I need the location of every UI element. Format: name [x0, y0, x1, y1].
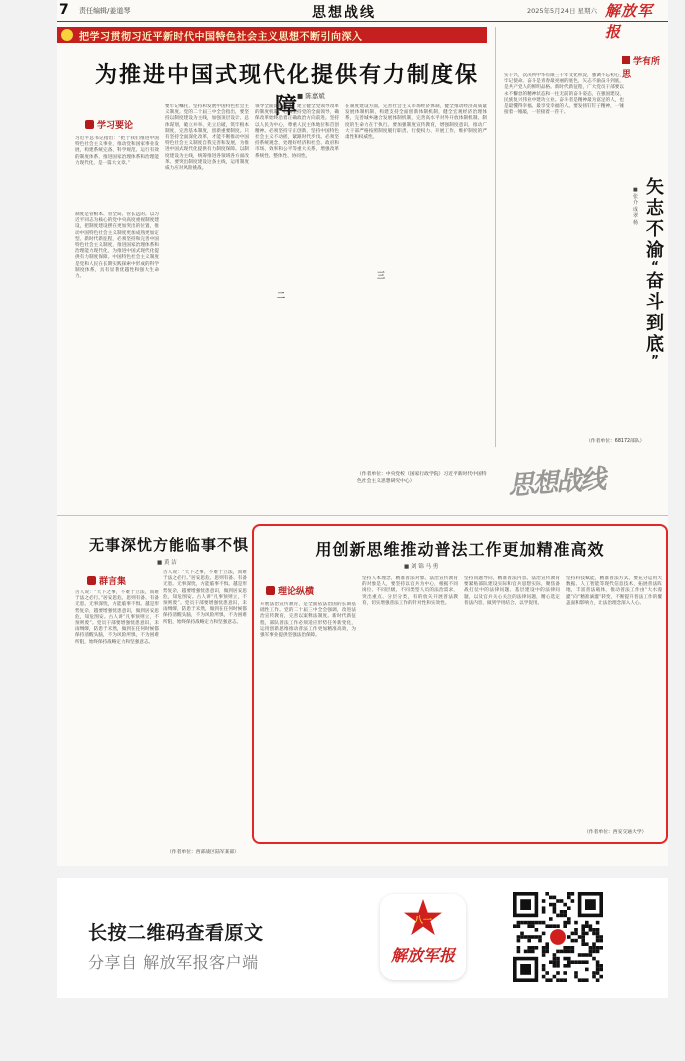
issue-date: 2025年5月24日 星期六 — [527, 7, 598, 15]
highlighted-author-note: （作者单位：西安交通大学） — [584, 830, 647, 835]
share-source: 分享自 解放军报客户端 — [88, 953, 259, 972]
qr-code-icon — [513, 892, 603, 982]
section-divider — [57, 515, 668, 516]
party-emblem-icon — [61, 29, 73, 41]
lead-column-3: 领导全面深化改革，建立健全党领导改革的制度机制。必须坚持党的全面领导，确保改革始终沿着正确政治方向前进。坚持以人民为中心，尊重人民主体地位和首创精神。必须坚持守正创新，坚持中国特色社会主义不动摇，紧跟时代步伐。必须坚持系统观念，处理好经济和社会、政府和市场、效率和公平等重大关系，增强改革系统性、整体性、协同性。 — [255, 104, 339, 159]
app-logo-text: 解放军报 — [390, 946, 455, 965]
column-marker-icon — [266, 586, 275, 595]
left-article-column-1: 古人说：“天下之事，不难于立法，而难于法之必行。”居安思危、思则有备、有备无患。无事深忧，方能临事不惧。越是形势复杂，越要增强忧患意识，做到居安思危，知危图安。古人讲“凡事预则立，不预则废”。党员干部要增强忧患意识，未雨绸缪，防患于未然，做到在任何时候都保持清醒头脑，不为风险所惧，不为困难所阻，始终保持战略定力和坚强意志。 — [75, 590, 159, 645]
series-banner-text: 把学习贯彻习近平新时代中国特色社会主义思想不断引向深入 — [79, 32, 363, 43]
calligraphy-title: 思想战线 — [507, 464, 606, 502]
highlighted-column-3: 坚持问题导向，精准普法内容。法治宣传教育要紧贴部队建设实际和官兵思想实际，聚焦备战打仗中的法律问题、基层建设中的法律问题，以及官兵关心关注的法律问题，精心选定普法内容，做到学用结合、以学促用。 — [464, 576, 560, 606]
left-article-author-note: （作者单位：西部战区陆军某部） — [167, 850, 239, 855]
lead-column-2: 要牢记嘱托，坚持和发展中国特色社会主义制度。党的二十届三中全会指出，要坚持以制度建设为主线，加强顶层设计、总体谋划，破立并举、先立后破，筑牢根本制度，完善基本制度，创新重要制度。只有坚持全面深化改革，才能不断推动中国特色社会主义制度自我完善和发展，为推进中国式现代化提供有力制度保障。以制度建设为主线，统筹推进各领域各方面改革。要突出制度建设这条主线，运用制度威力应对风险挑战。 — [165, 104, 249, 172]
lead-column-1: 制度是管根本、管全局、管长远的。以习近平同志为核心的党中央高度重视制度建设，把制度建设摆在更加突出的位置，推动中国特色社会主义制度更加成熟更加定型。新时代新征程，必须坚持和完善中国特色社会主义制度，推进国家治理体系和治理能力现代化，为推进中国式现代化提供有力制度保障。中国特色社会主义制度是党和人民在长期实践探索中形成的科学制度体系，具有显著优越性和强大生命力。 — [75, 212, 159, 280]
highlighted-article-headline: 用创新思维推动普法工作更加精准高效 — [315, 540, 605, 559]
sidebar-column — [495, 27, 668, 447]
sidebar-body: 实干兴，次决所中华有限三千年文化积淀，强调不忘初心，牢记使命。奋斗是青春最亮丽的底色，矢志不渝奋斗到底，是共产党人的鲜明品格。新时代新征程，广大党员干部要以永不懈怠的精神状态和一往无前的奋斗姿态，在强国建设、民族复兴伟业中建功立业。奋斗者是精神最为富足的人，也是最懂得幸福、最享受幸福的人。要发扬钉钉子精神，一锤接着一锤敲，一茬接着一茬干。 — [504, 73, 624, 116]
masthead-logo: 解放军报 — [605, 2, 654, 41]
lead-byline: ■ 陈嘉斌 — [297, 92, 325, 100]
sidebar-headline: 矢 志 不 渝 “ 奋 斗 到 底 ” — [646, 177, 664, 367]
lead-column-label: 学习要论 — [85, 118, 133, 131]
column-marker-icon — [85, 120, 94, 129]
left-article-column-2: 古人说：“天下之事，不难于立法，而难于法之必行。”居安思危、思则有备、有备无患。无事深忧，方能临事不惧。越是形势复杂，越要增强忧患意识，做到居安思危，知危图安。古人讲“凡事预则立，不预则废”。党员干部要增强忧患意识，未雨绸缪，防患于未然，做到在任何时候都保持清醒头脑，不为风险所惧，不为困难所阻，始终保持战略定力和坚强意志。 — [163, 570, 247, 625]
highlighted-article[interactable] — [252, 524, 668, 844]
sidebar-author-note: （作者单位：68172部队） — [586, 439, 645, 444]
left-article-headline: 无事深忧方能临事不惧 — [89, 536, 250, 554]
editor-credit: 责任编辑/姜道琴 — [79, 7, 131, 15]
highlighted-column-2: 坚持人本理念，精准普法对象。法治宣传教育的对象是人，要坚持以官兵为中心，根据不同岗位、不同层级、不同类型人员的法治需求，突出重点、分层分类，有的放矢开展普法教育，切实增强普法工作的针对性和实效性。 — [362, 576, 458, 606]
column-marker-icon — [87, 576, 96, 585]
share-footer — [57, 878, 668, 998]
red-star-icon — [403, 898, 443, 938]
lead-column-4: 在制度建设方面，完善社会主义市场经济体制，健全推动经济高质量发展体制机制，构建支持全面创新体制机制，健全宏观经济治理体系，完善城乡融合发展体制机制，完善高水平对外开放体制机制。制度的生命力在于执行。要加强制度宣传教育，增强制度意识，推动广大干部严格按照制度履行职责、行使权力、开展工作，维护制度的严肃性和权威性。 — [345, 104, 487, 141]
lead-author-note: （作者单位：中央党校（国家行政学院）习近平新时代中国特色社会主义思想研究中心） — [357, 472, 487, 484]
lead-headline: 为推进中国式现代化提供有力制度保障 — [94, 63, 479, 119]
highlighted-article-byline: ■ 刘 锦 马 勇 — [404, 564, 439, 570]
highlighted-column-label: 理论纵横 — [266, 584, 314, 597]
series-banner — [57, 27, 487, 43]
column-marker-icon — [622, 56, 630, 64]
lead-intro: 习近平总书记指出：“把于我们推进中国特色社会主义事业，推动党和国家事业发展，构建系统完备、科学规范、运行有效的制度体系，推进国家治理体系和治理能力现代化，是一篇大文章。” — [75, 136, 159, 166]
page-number: 7 — [59, 2, 69, 18]
lead-subhead-3: 三 — [377, 271, 385, 280]
lead-subhead-2: 二 — [277, 291, 285, 300]
svg-text:八一: 八一 — [413, 916, 433, 926]
qr-code[interactable] — [513, 892, 603, 982]
sidebar-label: 学有所思 — [622, 57, 661, 80]
left-article-byline: ■ 黄 洁 — [157, 560, 177, 566]
sidebar-author: ■张介成 翠 杨 — [633, 187, 639, 226]
section-title: 思想战线 — [312, 5, 376, 21]
newspaper-page — [57, 0, 668, 866]
app-logo[interactable] — [380, 894, 466, 980]
highlighted-column-4: 坚持科技赋能，精准普法方式。要充分运用大数据、人工智能等现代信息技术，拓展普法阵地，丰富普法载体，推动普法工作由“大水漫灌”向“精准滴灌”转变，不断提升普法工作的覆盖面和影响力，让法治理念深入人心。 — [566, 576, 662, 606]
left-article-column-label: 群言集 — [87, 574, 126, 587]
highlighted-column-1: 开展法治宣传教育，是全面依法治国的长期基础性工作。党的二十届三中全会强调，改进法治宣传教育，完善以案释法制度。新时代新征程，部队普法工作必须适应形势任务新变化，运用创新思维推动普法工作更加精准高效，为强军事业提供坚强法治保障。 — [260, 602, 356, 639]
qr-instruction: 长按二维码查看原文 — [88, 922, 264, 944]
